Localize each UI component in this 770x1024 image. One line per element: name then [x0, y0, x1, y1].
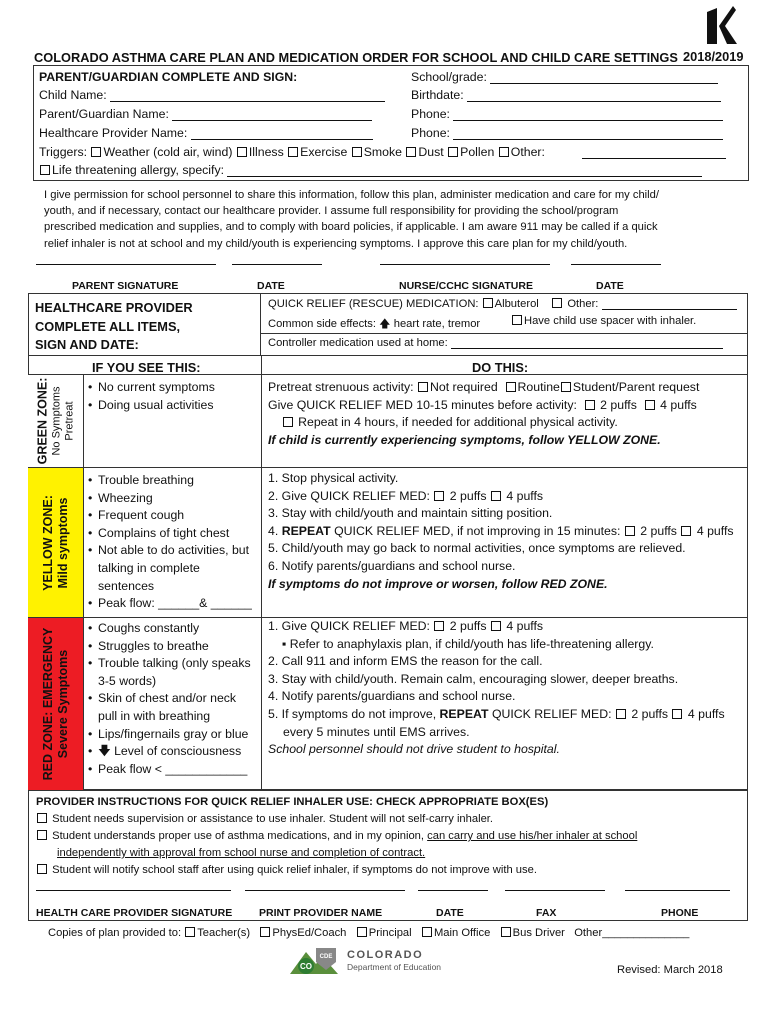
- trigger-weather-label: Weather (cold air, wind): [103, 145, 233, 159]
- trigger-smoke-checkbox[interactable]: [352, 147, 362, 157]
- co-text: CO: [300, 962, 312, 971]
- red-4puffs-checkbox[interactable]: [491, 621, 501, 631]
- red-step: 4. Notify parents/guardians and school nurse.: [268, 689, 516, 704]
- yellow-step: 3. Stay with child/youth and maintain sitting position.: [268, 506, 553, 521]
- form-year: 2018/2019: [683, 49, 744, 64]
- yellow-2puffs-checkbox[interactable]: [434, 491, 444, 501]
- pretreat-request-checkbox[interactable]: [561, 382, 571, 392]
- green-zone-title: GREEN ZONE:: [35, 377, 49, 465]
- parent-date-label: DATE: [257, 280, 285, 292]
- phone2-label: Phone:: [411, 126, 450, 140]
- allergy-field[interactable]: [227, 176, 702, 177]
- phone-label: PHONE: [661, 907, 699, 919]
- copy-option: Teacher(s): [197, 927, 251, 939]
- provider-heading-line: SIGN AND DATE:: [35, 337, 139, 352]
- column-divider: [261, 355, 262, 790]
- puffs-label: 4 puffs: [506, 619, 544, 633]
- spacer-checkbox[interactable]: [512, 315, 522, 325]
- red-step: 1. Give QUICK RELIEF MED:: [268, 619, 430, 633]
- do-header: DO THIS:: [472, 360, 529, 375]
- allergy-label: Life threatening allergy, specify:: [52, 163, 225, 177]
- provider-heading-line: COMPLETE ALL ITEMS,: [35, 318, 181, 334]
- red-actions: [268, 618, 725, 759]
- triggers-row: [39, 145, 545, 159]
- provider-name-label: Healthcare Provider Name:: [39, 126, 188, 140]
- list-item: [88, 743, 258, 761]
- nurse-signature-field[interactable]: [380, 264, 550, 265]
- trigger-other-checkbox[interactable]: [499, 147, 509, 157]
- green-actions: [268, 379, 699, 449]
- instruction-text: Student will notify school staff after using quick relief inhaler, if symptoms do not improve with use.: [52, 864, 537, 876]
- self-carry-checkbox[interactable]: [37, 830, 47, 840]
- school-grade-label: School/grade:: [411, 70, 487, 84]
- green-give-text: Give QUICK RELIEF MED 10-15 minutes before activity:: [268, 397, 577, 412]
- school-grade-field[interactable]: [490, 83, 718, 84]
- date-label: DATE: [436, 907, 464, 919]
- red-zone-title: RED ZONE: EMERGENCY: [40, 627, 55, 781]
- arrow-down-icon: 🡇: [98, 744, 111, 759]
- list-item: • Coughs constantly: [88, 620, 258, 638]
- side-effects-text: heart rate, tremor: [393, 318, 481, 330]
- pretreat-not-required-checkbox[interactable]: [418, 382, 428, 392]
- puffs-label: 4 puffs: [506, 488, 544, 503]
- puffs-label: 2 puffs: [600, 397, 637, 412]
- copy-option: Bus Driver: [512, 927, 565, 939]
- provider-name-field[interactable]: [191, 139, 373, 140]
- copy-physed-checkbox[interactable]: [260, 927, 270, 937]
- logo-line2: Department of Education: [347, 962, 442, 972]
- yellow-zone-title: YELLOW ZONE:: [40, 494, 55, 591]
- list-item: • Trouble breathing: [88, 472, 258, 490]
- trigger-dust-label: Dust: [418, 145, 444, 159]
- list-item: • Peak flow < ____________: [88, 761, 258, 779]
- divider: [28, 355, 748, 356]
- green-note: If child is currently experiencing symptoms, follow YELLOW ZONE.: [268, 432, 661, 447]
- nurse-signature-label: NURSE/CCHC SIGNATURE: [399, 280, 533, 292]
- permission-line: I give permission for school personnel to share this information, follow this plan, administer medication and care for my child/: [44, 189, 659, 201]
- child-name-label: Child Name:: [39, 88, 107, 102]
- provider-heading-cell: [28, 293, 261, 355]
- red-step: 2. Call 911 and inform EMS the reason for the call.: [268, 654, 543, 669]
- red-step: 5. If symptoms do not improve,: [268, 706, 437, 721]
- trigger-exercise-checkbox[interactable]: [288, 147, 298, 157]
- divider: [261, 333, 748, 334]
- red-step: QUICK RELIEF MED:: [491, 706, 612, 721]
- repeat-text: Repeat in 4 hours, if needed for additional physical activity.: [298, 415, 618, 430]
- parent-date-field[interactable]: [232, 264, 322, 265]
- instruction-text: Student understands proper use of asthma medications, and in my opinion,: [52, 830, 425, 842]
- repeat-bold: REPEAT: [281, 523, 331, 538]
- see-header: IF YOU SEE THIS:: [92, 360, 201, 375]
- yellow-repeat-4puffs-checkbox[interactable]: [681, 526, 691, 536]
- yellow-step: 4.: [268, 523, 279, 538]
- consciousness-text: Level of consciousness: [114, 744, 242, 759]
- side-effects-label: Common side effects:: [268, 318, 376, 330]
- green-2puffs-checkbox[interactable]: [585, 400, 595, 410]
- allergy-checkbox[interactable]: [40, 165, 50, 175]
- red-repeat-2puffs-checkbox[interactable]: [616, 709, 626, 719]
- permission-line: youth, and if necessary, contact our healthcare provider. I assume full responsibility for providing the school/program: [44, 205, 619, 218]
- puffs-label: 2 puffs: [631, 706, 669, 721]
- provider-date-field[interactable]: [418, 890, 488, 891]
- red-2puffs-checkbox[interactable]: [434, 621, 444, 631]
- phone1-field[interactable]: [453, 120, 723, 121]
- phone-field[interactable]: [625, 890, 730, 891]
- yellow-note: If symptoms do not improve or worsen, follow RED ZONE.: [268, 576, 608, 591]
- guardian-name-field[interactable]: [172, 120, 372, 121]
- parent-signature-label: PARENT SIGNATURE: [72, 280, 179, 292]
- fax-label: FAX: [536, 907, 557, 919]
- trigger-pollen-label: Pollen: [460, 145, 495, 159]
- controller-label: Controller medication used at home:: [268, 337, 448, 349]
- trigger-illness-checkbox[interactable]: [237, 147, 247, 157]
- instructions-heading: PROVIDER INSTRUCTIONS FOR QUICK RELIEF INHALER USE: CHECK APPROPRIATE BOX(ES): [36, 796, 549, 808]
- divider: [84, 374, 748, 375]
- list-item: • Peak flow: ______& ______: [88, 595, 258, 613]
- copy-other: Other______________: [574, 927, 690, 939]
- other-med-label: Other:: [567, 298, 599, 310]
- yellow-zone-label: [28, 467, 84, 617]
- spacer-label: Have child use spacer with inhaler.: [524, 315, 697, 327]
- logo-line1: COLORADO: [347, 949, 424, 961]
- copies-label: Copies of plan provided to:: [48, 927, 182, 939]
- copies-row: [48, 927, 689, 939]
- copy-main-office-checkbox[interactable]: [422, 927, 432, 937]
- copy-option: Main Office: [433, 927, 491, 939]
- parent-signature-field[interactable]: [36, 264, 216, 265]
- list-item: • Not able to do activities, but talking in complete sentences: [88, 542, 258, 595]
- birthdate-label: Birthdate:: [411, 88, 464, 102]
- green-zone-subtitle: No Symptoms: [50, 386, 62, 456]
- list-item: • Struggles to breathe: [88, 638, 258, 656]
- green-symptoms-list: [88, 379, 215, 414]
- instruction-underlined: can carry and use his/her inhaler at school: [427, 830, 638, 842]
- triggers-label: Triggers:: [39, 145, 88, 159]
- yellow-step: 5. Child/youth may go back to normal activities, once symptoms are relieved.: [268, 541, 686, 556]
- list-item: • Doing usual activities: [88, 397, 215, 415]
- guardian-name-label: Parent/Guardian Name:: [39, 107, 169, 121]
- copy-option: Principal: [368, 927, 412, 939]
- other-med-checkbox[interactable]: [552, 298, 562, 308]
- instruction-underlined: independently with approval from school nurse and completion of contract.: [57, 847, 426, 859]
- program-logo: [703, 4, 741, 48]
- puffs-label: 2 puffs: [449, 619, 487, 633]
- pretreat-option: Student/Parent request: [572, 380, 700, 394]
- yellow-step: 1. Stop physical activity.: [268, 471, 399, 485]
- anaphylaxis-text: Refer to anaphylaxis plan, if child/youth has life-threatening allergy.: [289, 636, 654, 651]
- permission-line: prescribed medication and supplies, and to comply with board policies, if applicable. I am aware 911 may be called if a quick: [44, 221, 658, 234]
- trigger-exercise-label: Exercise: [300, 145, 348, 159]
- copy-teacher-checkbox[interactable]: [185, 927, 195, 937]
- list-item: • Complains of tight chest: [88, 525, 258, 543]
- trigger-smoke-label: Smoke: [363, 145, 402, 159]
- controller-field[interactable]: [451, 348, 723, 349]
- yellow-step: 2. Give QUICK RELIEF MED:: [268, 488, 430, 503]
- yellow-symptoms-list: [88, 472, 258, 613]
- puffs-label: 4 puffs: [687, 706, 725, 721]
- yellow-step: QUICK RELIEF MED, if not improving in 15 minutes:: [334, 523, 621, 538]
- trigger-other-field[interactable]: [582, 158, 726, 159]
- nurse-date-label: DATE: [596, 280, 624, 292]
- trigger-illness-label: Illness: [248, 145, 284, 159]
- permission-line: relief inhaler is not at school and my child/youth is experiencing symptoms. I approve this care plan for my child/youth.: [44, 237, 628, 250]
- provider-name-print-field[interactable]: [245, 890, 405, 891]
- phone2-field[interactable]: [453, 139, 723, 140]
- repeat-bold: REPEAT: [439, 706, 489, 721]
- yellow-actions: [268, 470, 734, 593]
- red-step: 3. Stay with child/youth. Remain calm, encouraging slower, deeper breaths.: [268, 671, 679, 686]
- copy-bus-driver-checkbox[interactable]: [501, 927, 511, 937]
- arrow-up-icon: 🡅: [379, 318, 391, 330]
- list-item: • No current symptoms: [88, 379, 215, 397]
- list-item: • Wheezing: [88, 490, 258, 508]
- yellow-repeat-2puffs-checkbox[interactable]: [625, 526, 635, 536]
- other-med-field[interactable]: [602, 309, 737, 310]
- red-symptoms-list: [88, 620, 258, 778]
- child-name-field[interactable]: [110, 101, 385, 102]
- trigger-pollen-checkbox[interactable]: [448, 147, 458, 157]
- green-4puffs-checkbox[interactable]: [645, 400, 655, 410]
- trigger-dust-checkbox[interactable]: [406, 147, 416, 157]
- copy-option: PhysEd/Coach: [272, 927, 347, 939]
- cde-logo-icon: [288, 944, 344, 976]
- provider-heading-line: HEALTHCARE PROVIDER: [35, 300, 193, 315]
- trigger-weather-checkbox[interactable]: [91, 147, 101, 157]
- provider-signature-field[interactable]: [36, 890, 231, 891]
- yellow-4puffs-checkbox[interactable]: [491, 491, 501, 501]
- square-bullet-icon: ▪: [282, 636, 287, 651]
- red-step: every 5 minutes until EMS arrives.: [283, 724, 470, 739]
- provider-signature-label: HEALTH CARE PROVIDER SIGNATURE: [36, 907, 233, 919]
- green-zone-label: [28, 374, 84, 467]
- puffs-label: 4 puffs: [660, 397, 697, 412]
- list-item: • Skin of chest and/or neck pull in with breathing: [88, 690, 258, 725]
- red-zone-label: [28, 617, 84, 790]
- fax-field[interactable]: [505, 890, 605, 891]
- pretreat-option: Not required: [430, 380, 498, 394]
- list-item: • Trouble talking (only speaks 3-5 words): [88, 655, 258, 690]
- green-zone-sub2: Pretreat: [63, 401, 75, 441]
- puffs-label: 2 puffs: [449, 488, 487, 503]
- divider: [84, 467, 748, 468]
- red-zone-subtitle: Severe Symptoms: [55, 649, 70, 759]
- instruction-text: Student needs supervision or assistance to use inhaler. Student will not self-carry inhaler.: [52, 813, 494, 825]
- trigger-other-label: Other:: [510, 145, 545, 159]
- pretreat-label: Pretreat strenuous activity:: [268, 380, 414, 394]
- cde-text: CDE: [319, 954, 333, 960]
- yellow-zone-subtitle: Mild symptoms: [55, 497, 70, 588]
- parent-heading: PARENT/GUARDIAN COMPLETE AND SIGN:: [39, 70, 298, 84]
- albuterol-label: Albuterol: [494, 298, 539, 310]
- revised-date: Revised: March 2018: [617, 964, 723, 976]
- supervision-checkbox[interactable]: [37, 813, 47, 823]
- birthdate-field[interactable]: [467, 101, 721, 102]
- list-item: • Lips/fingernails gray or blue: [88, 726, 258, 744]
- puffs-label: 4 puffs: [696, 523, 734, 538]
- repeat-4hours-checkbox[interactable]: [283, 417, 293, 427]
- red-note: School personnel should not drive student to hospital.: [268, 742, 560, 757]
- pretreat-option: Routine: [517, 380, 560, 394]
- notify-staff-checkbox[interactable]: [37, 864, 47, 874]
- phone1-label: Phone:: [411, 107, 450, 121]
- yellow-step: 6. Notify parents/guardians and school nurse.: [268, 558, 516, 573]
- albuterol-checkbox[interactable]: [483, 298, 493, 308]
- red-repeat-4puffs-checkbox[interactable]: [672, 709, 682, 719]
- puffs-label: 2 puffs: [640, 523, 677, 538]
- pretreat-routine-checkbox[interactable]: [506, 382, 516, 392]
- list-item: • Frequent cough: [88, 507, 258, 525]
- print-name-label: PRINT PROVIDER NAME: [259, 907, 383, 919]
- copy-principal-checkbox[interactable]: [357, 927, 367, 937]
- quick-relief-label: QUICK RELIEF (RESCUE) MEDICATION:: [268, 298, 479, 310]
- nurse-date-field[interactable]: [571, 264, 661, 265]
- permission-paragraph: [44, 187, 659, 252]
- form-title: COLORADO ASTHMA CARE PLAN AND MEDICATION ORDER FOR SCHOOL AND CHILD CARE SETTINGS: [34, 50, 678, 65]
